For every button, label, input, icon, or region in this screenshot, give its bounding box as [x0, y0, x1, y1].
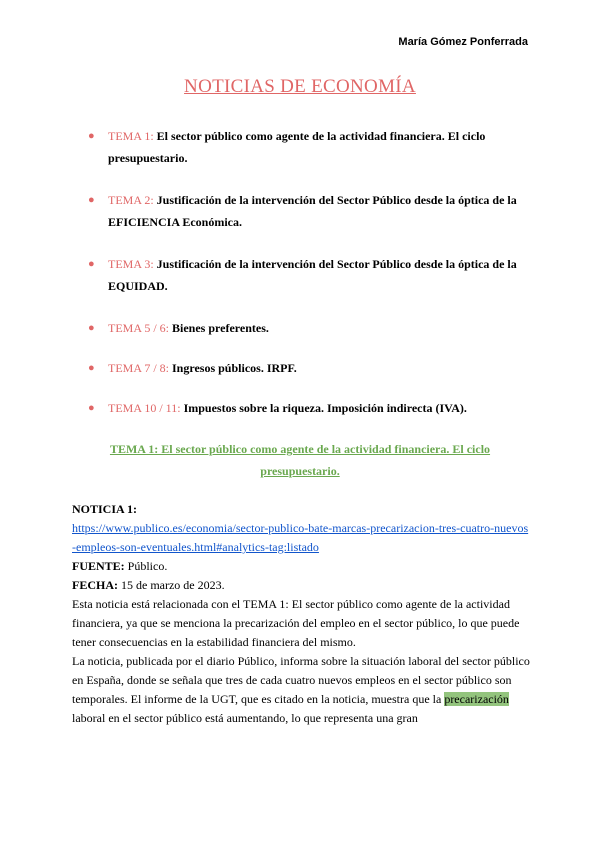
list-item: [88, 253, 528, 297]
paragraph-text-continued: laboral en el sector público está aumentando, lo que representa una gran: [72, 711, 418, 725]
list-item: [88, 357, 528, 379]
topic-number: TEMA 2:: [108, 193, 154, 207]
section-heading: TEMA 1: El sector público como agente de la actividad financiera. El ciclo presupuestario.: [109, 442, 491, 478]
news-body: [72, 500, 532, 728]
source-line: [72, 557, 532, 576]
paragraph-summary: [72, 652, 532, 728]
topic-description: Impuestos sobre la riqueza. Imposición indirecta (IVA).: [183, 401, 467, 415]
list-item: [88, 317, 528, 339]
list-item: [88, 397, 528, 419]
date-label: FECHA:: [72, 578, 118, 592]
paragraph-text: La noticia, publicada por el diario Público, informa sobre la situación laboral del sector público en España, donde se señala que tres de cada cuatro nuevos empleos en el sector público son temporales. El informe de la UGT, que es citado en la noticia, muestra que la: [72, 654, 530, 706]
topic-description: Bienes preferentes.: [172, 321, 269, 335]
list-item: [88, 189, 528, 233]
topic-number: TEMA 10 / 11:: [108, 401, 181, 415]
author-name: María Gómez Ponferrada: [398, 36, 528, 48]
news-link[interactable]: https://www.publico.es/economia/sector-publico-bate-marcas-precarizacion-tres-cuatro-nuevos-empleos-son-eventuales.html#analytics-tag:listado: [72, 521, 529, 554]
page-title: NOTICIAS DE ECONOMÍA: [184, 76, 416, 97]
news-label: NOTICIA 1:: [72, 502, 138, 516]
date-line: [72, 576, 532, 595]
topics-list: [88, 125, 528, 419]
topic-description: Ingresos públicos. IRPF.: [172, 361, 297, 375]
source-value: Público.: [127, 559, 168, 573]
topic-description: El sector público como agente de la actividad financiera. El ciclo presupuestario.: [108, 129, 486, 165]
topic-description: Justificación de la intervención del Sector Público desde la óptica de la EFICIENCIA Económica.: [108, 193, 517, 229]
date-value: 15 de marzo de 2023.: [121, 578, 225, 592]
topic-number: TEMA 1:: [108, 129, 154, 143]
paragraph-relation: Esta noticia está relacionada con el TEMA 1: El sector público como agente de la actividad financiera, ya que se menciona la precarización del empleo en el sector público, lo que puede tener consecuencias en la estabilidad financiera del mismo.: [72, 597, 520, 649]
topic-number: TEMA 7 / 8:: [108, 361, 170, 375]
bullet-icon: ●: [88, 362, 95, 374]
bullet-icon: ●: [88, 258, 95, 270]
source-label: FUENTE:: [72, 559, 125, 573]
topic-description: Justificación de la intervención del Sector Público desde la óptica de la EQUIDAD.: [108, 257, 517, 293]
bullet-icon: ●: [88, 402, 95, 414]
bullet-icon: ●: [88, 322, 95, 334]
bullet-icon: ●: [88, 130, 95, 142]
topic-number: TEMA 5 / 6:: [108, 321, 170, 335]
bullet-icon: ●: [88, 194, 95, 206]
topic-number: TEMA 3:: [108, 257, 154, 271]
highlighted-word: precarización: [444, 692, 509, 706]
list-item: [88, 125, 528, 169]
